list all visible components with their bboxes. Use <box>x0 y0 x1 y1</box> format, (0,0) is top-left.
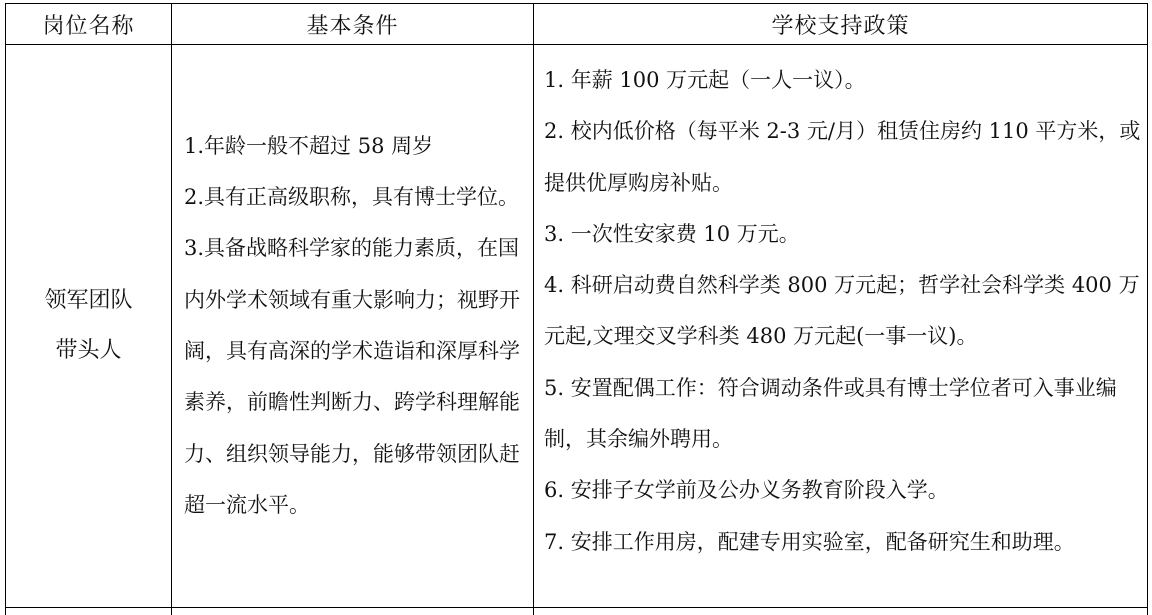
condition-item: 1.年龄一般不超过 58 周岁 <box>184 133 434 158</box>
header-position: 岗位名称 <box>6 4 172 45</box>
condition-item: 2.具有正高级职称，具有博士学位。 <box>184 185 520 210</box>
next-row-cell <box>6 608 172 615</box>
policy-item: 4. 科研启动费自然科学类 800 万元起；哲学社会科学类 400 万元起,文理交叉学科类 480 万元起(一事一议)。 <box>544 273 1140 349</box>
policy-item: 1. 年薪 100 万元起（一人一议）。 <box>544 68 866 92</box>
policy-item: 3. 一次性安家费 10 万元。 <box>544 221 800 246</box>
table-header-row <box>6 4 1148 45</box>
condition-item: 3.具备战略科学家的能力素质，在国内外学术领域有重大影响力；视野开阔，具有高深的学术造诣和深厚科学素养，前瞻性判断力、跨学科理解能力、组织领导能力，能够带领团队赶超一流水平。 <box>184 236 520 517</box>
policies-list <box>544 45 1143 568</box>
header-conditions: 基本条件 <box>172 4 534 45</box>
policy-item: 7. 安排工作用房，配建专用实验室，配备研究生和助理。 <box>544 529 1075 554</box>
policy-item: 6. 安排子女学前及公办义务教育阶段入学。 <box>544 478 949 503</box>
table-row <box>6 45 1148 608</box>
conditions-cell <box>172 45 534 608</box>
table-next-row <box>6 608 1148 615</box>
policy-item: 2. 校内低价格（每平米 2-3 元/月）租赁住房约 110 平方米，或提供优厚购房补贴。 <box>544 119 1141 195</box>
next-row-cell <box>172 608 534 615</box>
policies-cell <box>534 45 1148 608</box>
header-policies: 学校支持政策 <box>534 4 1148 45</box>
next-row-cell <box>534 608 1148 615</box>
policy-item: 5. 安置配偶工作：符合调动条件或具有博士学位者可入事业编制，其余编外聘用。 <box>544 375 1117 452</box>
position-name: 领军团队带头人 <box>44 288 133 363</box>
talent-policy-table <box>5 3 1148 615</box>
position-cell <box>6 45 172 608</box>
